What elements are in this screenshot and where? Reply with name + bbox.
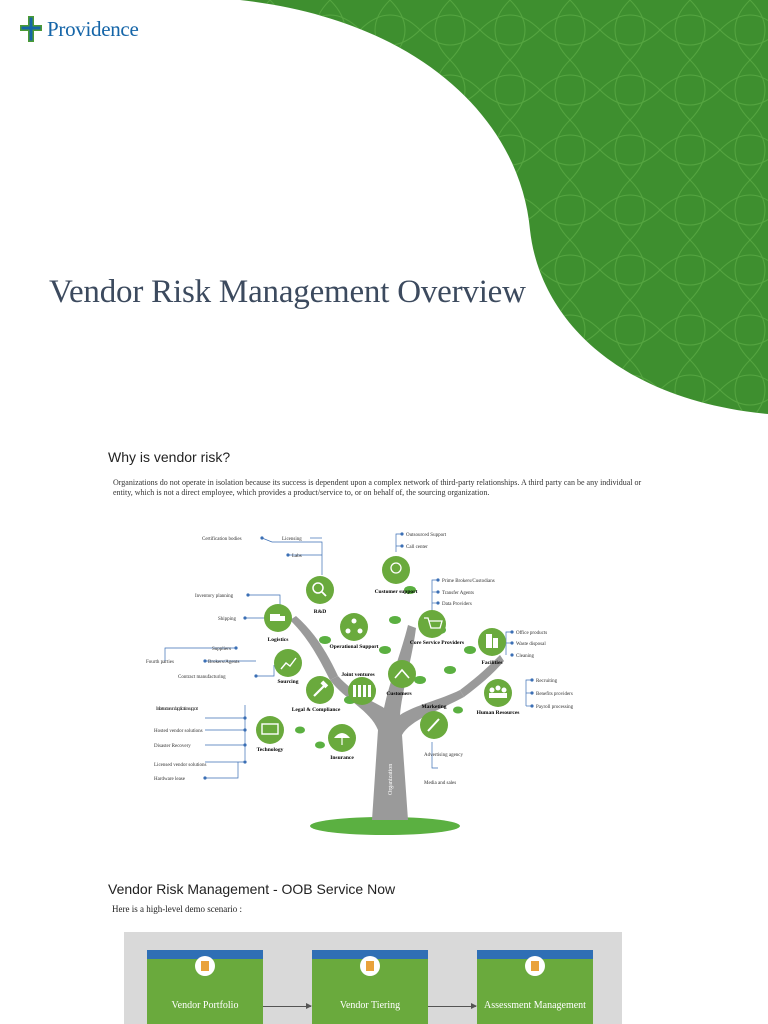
leaf-payroll: Payroll processing <box>536 705 574 710</box>
providence-cross-icon <box>20 16 42 42</box>
node-label: Sourcing <box>277 679 299 685</box>
leaf-waste-disposal: Waste disposal <box>516 642 546 647</box>
leaf-call-center: Call center <box>406 545 428 550</box>
oob-service-now-heading: Vendor Risk Management - OOB Service Now <box>108 881 396 897</box>
leaf-licensed: Licensed vendor solutions <box>154 763 207 768</box>
brand-name: Providence <box>47 16 139 41</box>
node-label: Customers <box>386 691 412 697</box>
leaf-outsourced: Outsourced Support <box>406 533 447 538</box>
leaf-labs: Labs <box>292 554 302 559</box>
flow-card-vendor-portfolio[interactable] <box>147 950 263 1024</box>
tree-connector-dots <box>203 532 533 779</box>
node-sourcing[interactable] <box>274 649 302 685</box>
node-rd[interactable] <box>306 576 334 615</box>
leaf-licensing: Licensing <box>282 537 302 542</box>
document-icon <box>525 956 545 976</box>
leaf-contract-mfg: Contract manufacturing <box>178 675 226 680</box>
leaf-transfer-agents: Transfer Agents <box>442 591 474 596</box>
leaf-brokers-agents: Brokers/Agents <box>208 660 240 665</box>
truck-icon <box>270 614 280 621</box>
node-label: R&D <box>313 609 327 615</box>
building-icon <box>486 634 492 648</box>
tree-trunk-label: Organization <box>388 763 394 795</box>
node-label: Operational Support <box>329 644 379 650</box>
vendor-tree-diagram <box>140 530 600 840</box>
node-core-service[interactable] <box>410 610 464 646</box>
flow-card-vendor-tiering[interactable] <box>312 950 428 1024</box>
page-title: Vendor Risk Management Overview <box>49 274 526 310</box>
node-label: Customer support <box>374 589 418 595</box>
node-customers[interactable] <box>386 660 416 697</box>
leaf-shipping: Shipping <box>218 617 237 622</box>
node-label: Facilities <box>481 660 503 666</box>
flow-card-label: Vendor Tiering <box>339 1000 401 1011</box>
leaf-benefits: Benefits providers <box>536 692 573 697</box>
leaf-fourth-parties: Fourth parties <box>146 660 174 665</box>
node-hr[interactable] <box>477 679 520 716</box>
node-insurance[interactable] <box>328 724 356 761</box>
leaf-recruiting: Recruiting <box>536 679 558 684</box>
leaf-certification: Certification bodies <box>202 537 242 542</box>
node-label: Marketing <box>421 704 447 710</box>
flow-arrow <box>428 1006 476 1007</box>
node-label: Core Service Providers <box>409 640 465 646</box>
why-heading: Why is vendor risk? <box>108 449 231 465</box>
leaf-hosted: Hosted vendor solutions <box>154 729 203 734</box>
document-icon <box>360 956 380 976</box>
leaf-suppliers: Suppliers <box>212 647 231 652</box>
demo-scenario-note: Here is a high-level demo scenario : <box>112 904 242 914</box>
document-icon <box>195 956 215 976</box>
node-facilities[interactable] <box>478 628 506 666</box>
leaf-hardware: Hardware lease <box>154 777 185 782</box>
leaf-inventory: Inventory planning <box>195 594 234 599</box>
flow-card-label: Vendor Portfolio <box>171 1000 239 1011</box>
node-marketing[interactable] <box>420 704 448 739</box>
process-flow <box>124 932 622 1024</box>
leaf-cleaning: Cleaning <box>516 654 535 659</box>
flow-card-label: Assessment Management <box>484 1000 586 1011</box>
providence-logo[interactable] <box>20 14 138 44</box>
green-swoosh-background <box>0 0 768 420</box>
leaf-prime-brokers: Prime Brokers/Custodians <box>442 579 495 584</box>
leaf-labels <box>146 533 574 786</box>
node-customer-support[interactable] <box>375 556 418 595</box>
leaf-disaster: Disaster Recovery <box>154 744 191 749</box>
node-label: Human Resources <box>476 710 520 716</box>
node-label: Insurance <box>330 755 354 761</box>
flow-card-assessment-management[interactable] <box>477 950 593 1024</box>
leaf-media-sales: Media and sales <box>424 781 457 786</box>
node-label: Technology <box>256 747 284 753</box>
leaf-office-products: Office products <box>516 631 548 636</box>
why-paragraph: Organizations do not operate in isolation because its success is dependent upon a complex network of third-party relationships. A third party can be any individual or entity, which is not a direct employee, which provides a product/service to, or on behalf of, the sourcing organization. <box>113 478 642 497</box>
leaf-infrastructure: Infrastructure and application support <box>156 707 198 712</box>
leaf-advertising: Advertising agency <box>424 753 464 758</box>
node-operational-support[interactable] <box>329 613 378 650</box>
node-technology[interactable] <box>256 716 284 753</box>
node-label: Legal & Compliance <box>291 707 341 713</box>
node-label: Joint ventures <box>341 672 375 678</box>
leaf-data-providers: Data Providers <box>442 602 472 607</box>
node-label: Logistics <box>267 637 289 643</box>
node-logistics[interactable] <box>264 604 292 643</box>
flow-arrow <box>263 1006 311 1007</box>
